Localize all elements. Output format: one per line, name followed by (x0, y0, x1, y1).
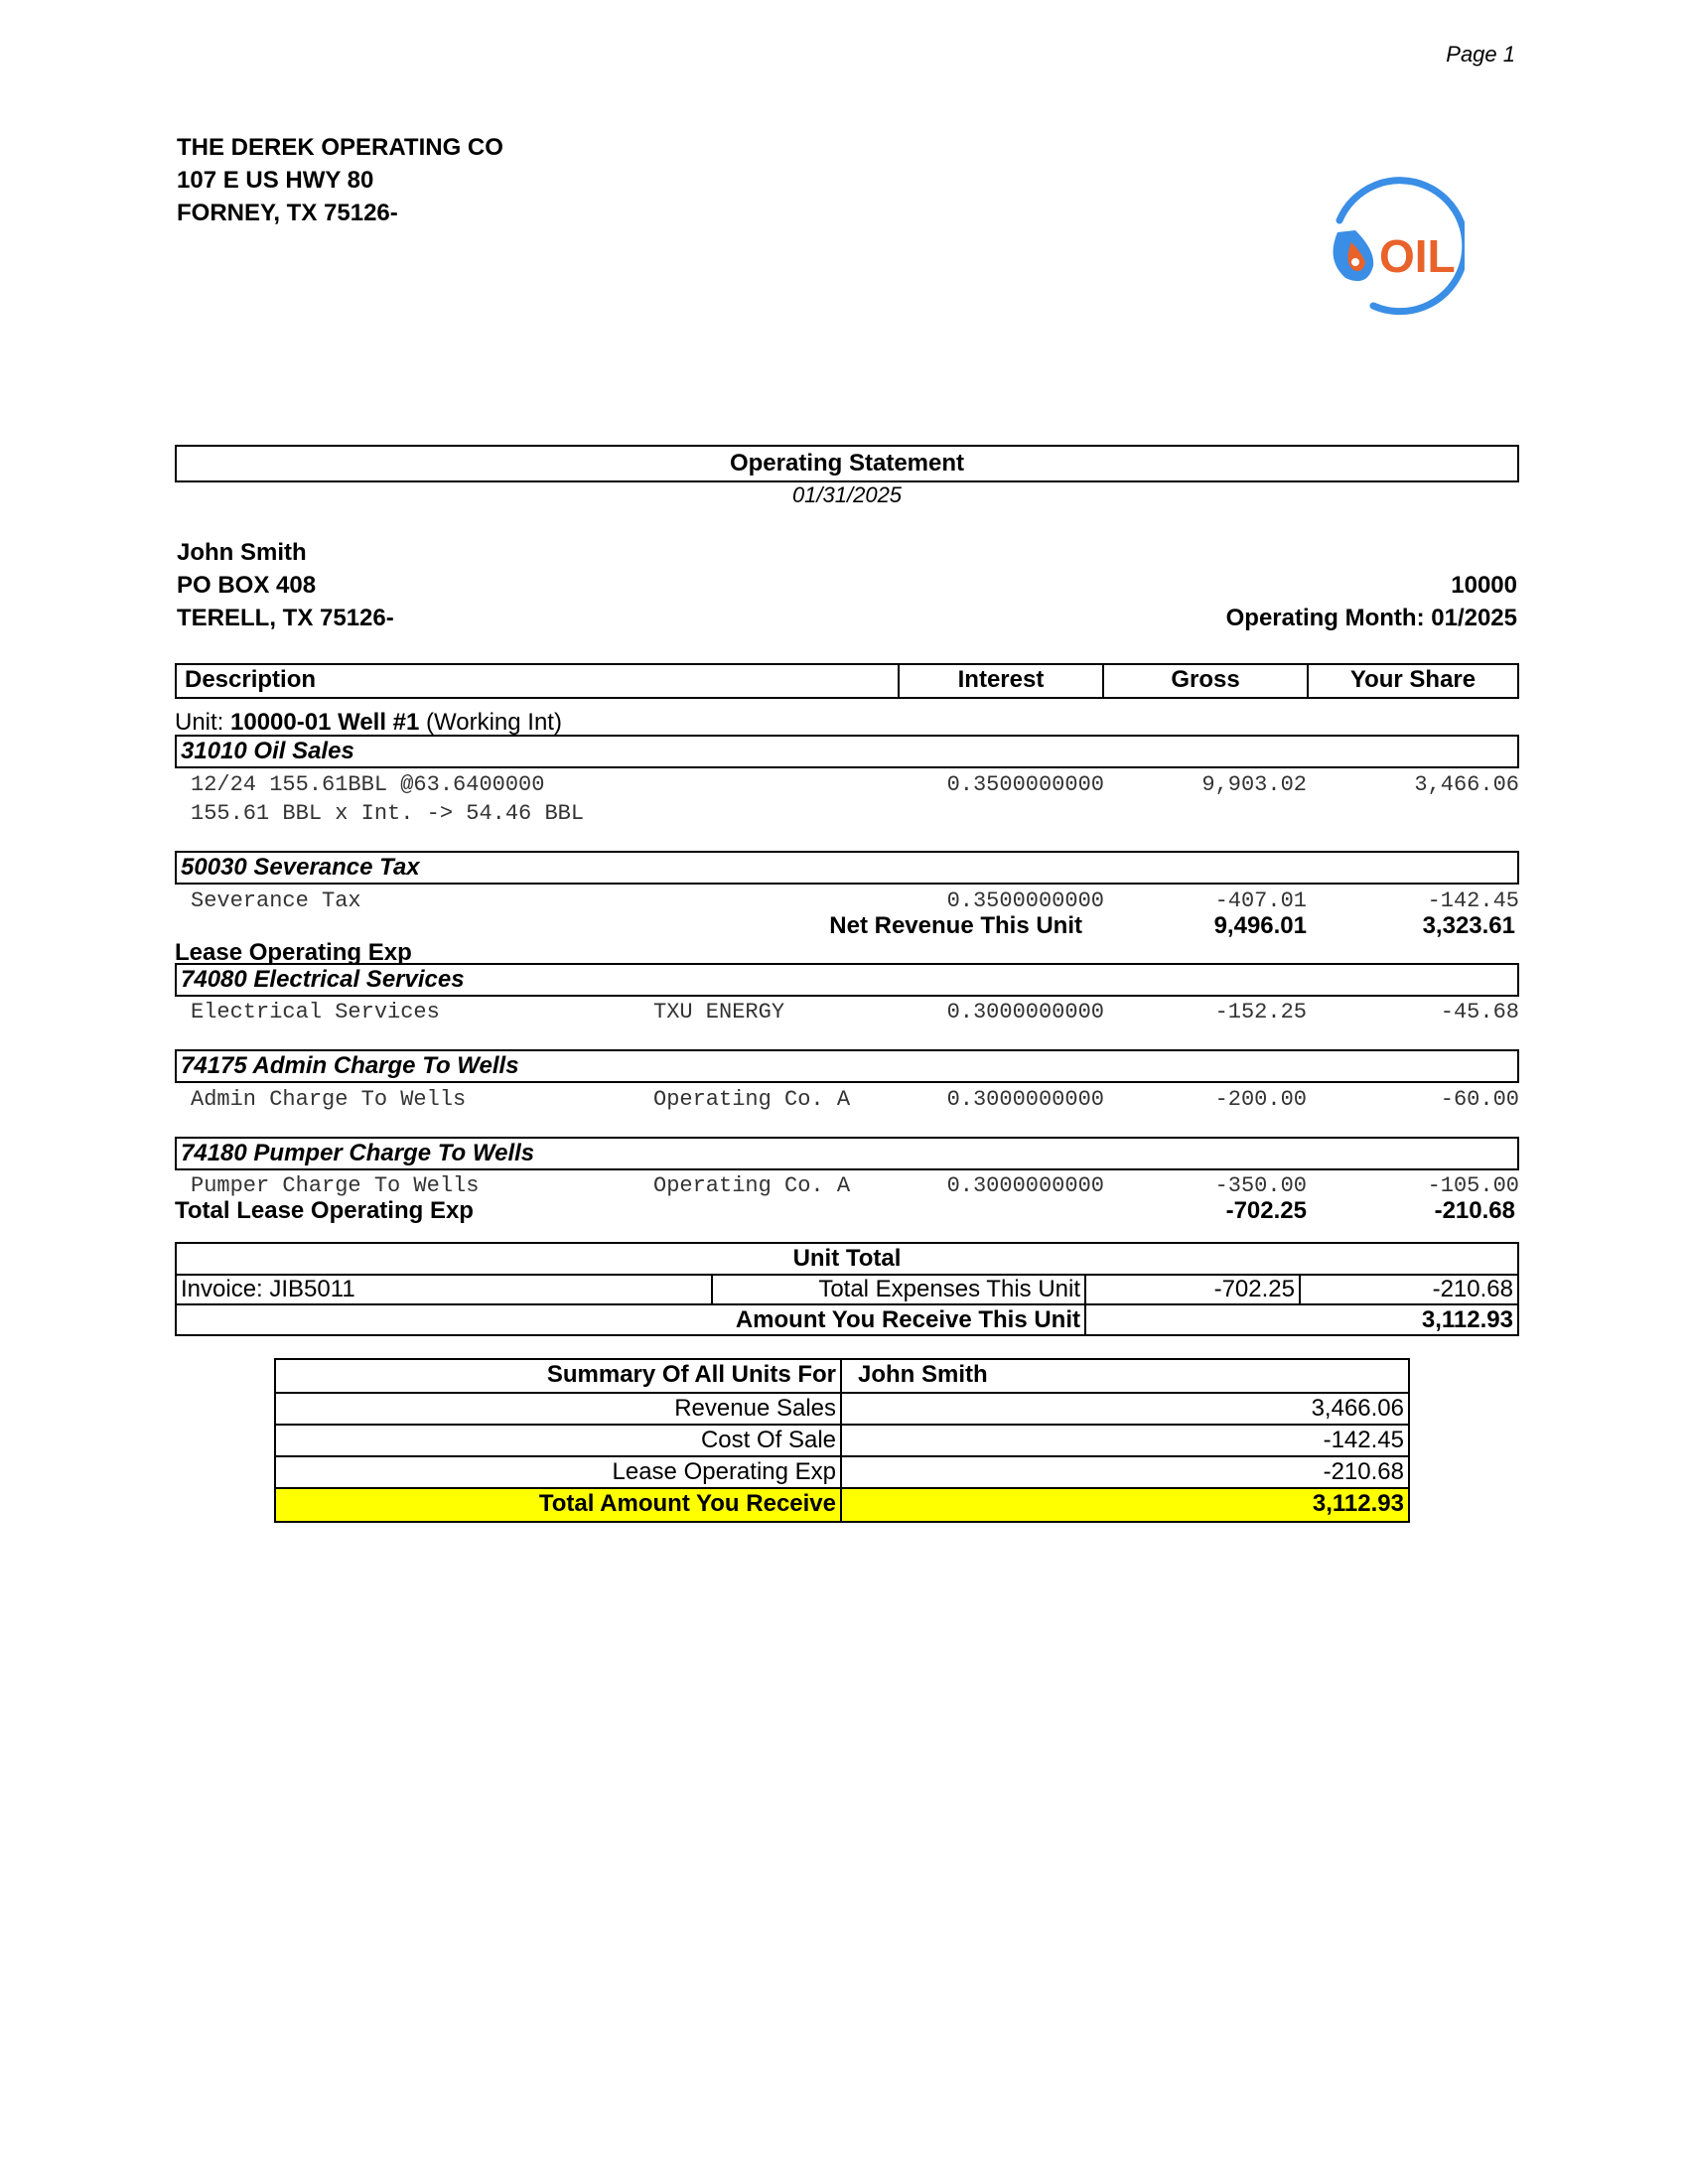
total-expenses-gross: -702.25 (1084, 1274, 1301, 1305)
recipient-address-1: PO BOX 408 (177, 572, 317, 599)
summary-total-label: Total Amount You Receive (274, 1487, 842, 1523)
net-revenue-gross: 9,496.01 (1213, 912, 1307, 939)
electrical-gross: -152.25 (1214, 1000, 1307, 1024)
net-revenue-label: Net Revenue This Unit (829, 912, 1082, 939)
pumper-vendor: Operating Co. A (653, 1173, 851, 1198)
column-gross: Gross (1102, 663, 1309, 699)
unit-name: 10000-01 Well #1 (230, 709, 420, 736)
summary-name: John Smith (840, 1358, 1410, 1394)
total-lease-label: Total Lease Operating Exp (175, 1197, 474, 1224)
severance-share: -142.45 (1427, 888, 1519, 913)
summary-total-value: 3,112.93 (840, 1487, 1410, 1523)
summary-row-value: -210.68 (840, 1455, 1410, 1489)
admin-desc: Admin Charge To Wells (191, 1087, 467, 1112)
pumper-gross: -350.00 (1214, 1173, 1307, 1198)
admin-vendor: Operating Co. A (653, 1087, 851, 1112)
total-expenses-share: -210.68 (1299, 1274, 1519, 1305)
recipient-block (177, 536, 394, 634)
oil-sales-interest: 0.3500000000 (946, 772, 1104, 797)
net-revenue-share: 3,323.61 (1422, 912, 1515, 939)
oil-sales-line-2: 155.61 BBL x Int. -> 54.46 BBL (191, 801, 585, 826)
unit-type: (Working Int) (419, 709, 562, 736)
severance-interest: 0.3500000000 (946, 888, 1104, 913)
total-lease-gross: -702.25 (1225, 1197, 1307, 1224)
electrical-share: -45.68 (1440, 1000, 1519, 1024)
oil-sales-share: 3,466.06 (1414, 772, 1519, 797)
electrical-desc: Electrical Services (191, 1000, 440, 1024)
operating-month: Operating Month: 01/2025 (1225, 605, 1517, 631)
company-logo (1316, 171, 1465, 320)
statement-date: 01/31/2025 (791, 482, 903, 507)
summary-row-label: Lease Operating Exp (274, 1455, 842, 1489)
pumper-desc: Pumper Charge To Wells (191, 1173, 480, 1198)
amount-receive-label: Amount You Receive This Unit (175, 1303, 1086, 1336)
oil-sales-line-1: 12/24 155.61BBL @63.6400000 (191, 772, 545, 797)
column-description: Description (175, 663, 900, 699)
severance-desc: Severance Tax (191, 888, 361, 913)
section-electrical-services: 74080 Electrical Services (175, 963, 1519, 997)
recipient-address-2: TERELL, TX 75126- (177, 605, 394, 631)
column-interest: Interest (898, 663, 1104, 699)
total-expenses-label: Total Expenses This Unit (711, 1274, 1086, 1305)
column-your-share: Your Share (1307, 663, 1519, 699)
logo-text: OIL (1379, 230, 1456, 282)
electrical-interest: 0.3000000000 (946, 1000, 1104, 1024)
statement-title: Operating Statement (175, 445, 1519, 482)
pumper-share: -105.00 (1427, 1173, 1519, 1198)
amount-receive-share: 3,112.93 (1084, 1303, 1519, 1336)
section-severance-tax: 50030 Severance Tax (175, 851, 1519, 885)
invoice-number: Invoice: JIB5011 (175, 1274, 713, 1305)
section-admin-charge: 74175 Admin Charge To Wells (175, 1049, 1519, 1083)
company-block (177, 131, 503, 229)
electrical-vendor: TXU ENERGY (653, 1000, 785, 1024)
admin-gross: -200.00 (1214, 1087, 1307, 1112)
company-name: THE DEREK OPERATING CO (177, 134, 503, 161)
total-lease-share: -210.68 (1434, 1197, 1515, 1224)
oil-sales-gross: 9,903.02 (1201, 772, 1307, 797)
pumper-interest: 0.3000000000 (946, 1173, 1104, 1198)
severance-gross: -407.01 (1214, 888, 1307, 913)
page-number: Page 1 (1446, 42, 1515, 67)
account-block (993, 569, 1517, 634)
admin-share: -60.00 (1440, 1087, 1519, 1112)
summary-label: Summary Of All Units For (274, 1358, 842, 1394)
company-address-1: 107 E US HWY 80 (177, 167, 374, 194)
section-pumper-charge: 74180 Pumper Charge To Wells (175, 1137, 1519, 1170)
summary-row-label: Cost Of Sale (274, 1424, 842, 1457)
unit-line (175, 709, 562, 737)
company-address-2: FORNEY, TX 75126- (177, 200, 398, 226)
section-oil-sales: 31010 Oil Sales (175, 735, 1519, 768)
summary-row-value: -142.45 (840, 1424, 1410, 1457)
lease-operating-heading: Lease Operating Exp (175, 939, 412, 966)
account-number: 10000 (1451, 572, 1517, 599)
unit-prefix: Unit: (175, 709, 231, 736)
recipient-name: John Smith (177, 539, 307, 566)
unit-total-title: Unit Total (175, 1242, 1519, 1276)
summary-row-label: Revenue Sales (274, 1392, 842, 1426)
admin-interest: 0.3000000000 (946, 1087, 1104, 1112)
summary-row-value: 3,466.06 (840, 1392, 1410, 1426)
